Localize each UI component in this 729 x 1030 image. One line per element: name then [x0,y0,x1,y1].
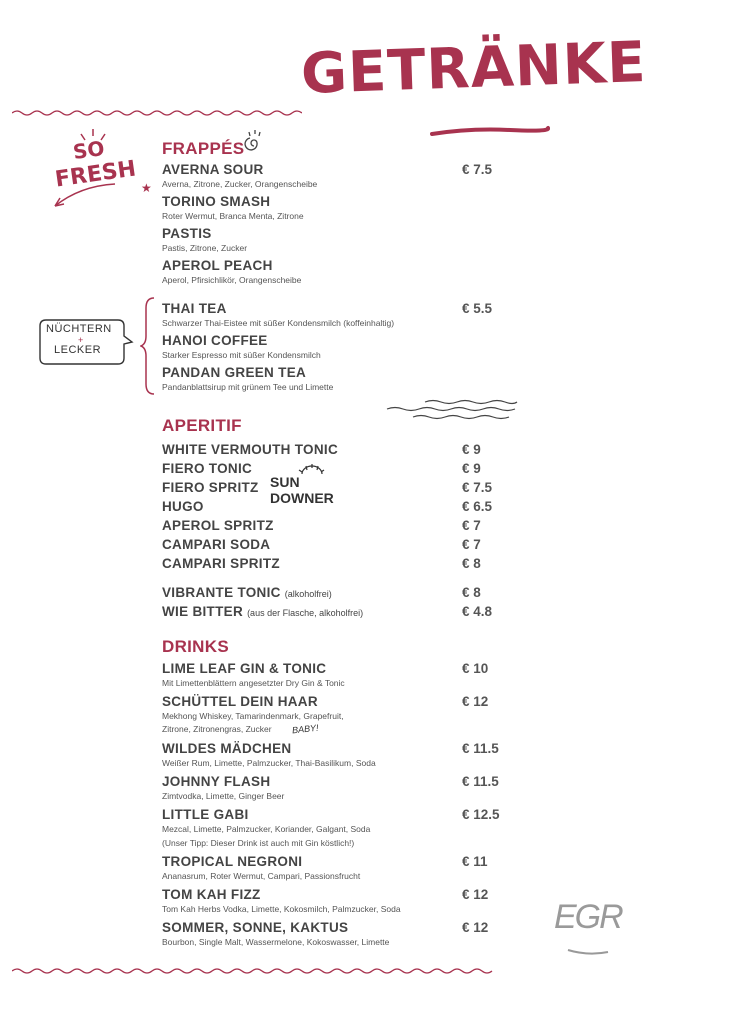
sundowner-line2: DOWNER [270,490,334,506]
menu-item-desc: Bourbon, Single Malt, Wassermelone, Kokoswasser, Limette [162,937,390,947]
menu-item-price: € 12.5 [462,807,500,822]
section-aperitif-heading: APERITIF [162,416,242,435]
menu-item-desc: Zimtvodka, Limette, Ginger Beer [162,791,285,801]
egr-signature-text: EGR [554,898,622,936]
menu-item-price: € 10 [462,661,489,676]
menu-item-price: € 8 [462,556,481,571]
frappes-price-group-b: € 5.5 [462,301,493,316]
menu-item-name: WHITE VERMOUTH TONIC [162,442,338,457]
menu-item-name: PASTIS [162,226,212,241]
menu-item-name: TORINO SMASH [162,194,271,209]
bottom-wave-divider [12,966,497,976]
menu-item-price: € 12 [462,920,489,935]
bracket-decoration [140,296,160,396]
menu-item-name: APEROL PEACH [162,258,273,273]
menu-item-desc-line2: (Unser Tipp: Dieser Drink ist auch mit Gin köstlich!) [162,838,355,848]
menu-item-desc: Pandanblattsirup mit grünem Tee und Limette [162,382,334,392]
menu-item-note: (aus der Flasche, alkoholfrei) [247,608,364,618]
menu-item-price: € 12 [462,694,489,709]
menu-item-desc: Mit Limettenblättern angesetzter Dry Gin & Tonic [162,678,345,688]
menu-item-name: WILDES MÄDCHEN [162,741,292,756]
so-fresh-line2: FRESH [53,156,138,193]
bubble-plus: + [78,335,84,345]
menu-item-name-text: WIE BITTER [162,604,243,619]
menu-item-desc: Schwarzer Thai-Eistee mit süßer Kondensmilch (koffeinhaltig) [162,318,395,328]
menu-item-name: LIME LEAF GIN & TONIC [162,661,327,676]
so-fresh-line1: SO [71,135,106,165]
menu-item-name: PANDAN GREEN TEA [162,365,307,380]
menu-item-price: € 7 [462,537,481,552]
baby-doodle: BABY! [291,722,319,736]
menu-item-price: € 11.5 [462,774,499,789]
menu-item-name [162,604,363,619]
menu-item-name [162,585,332,600]
menu-item-price: € 9 [462,461,481,476]
menu-item-note: (alkoholfrei) [284,589,332,599]
menu-item-name: CAMPARI SODA [162,537,271,552]
menu-item-price: € 11.5 [462,741,499,756]
menu-item-name: SCHÜTTEL DEIN HAAR [162,694,318,709]
menu-item-name: HUGO [162,499,204,514]
menu-item-name: SOMMER, SONNE, KAKTUS [162,920,349,935]
menu-item-name: FIERO TONIC [162,461,253,476]
menu-item-desc: Mekhong Whiskey, Tamarindenmark, Grapefruit, [162,711,344,721]
sundowner-doodle [266,464,338,516]
menu-item-desc: Averna, Zitrone, Zucker, Orangenscheibe [162,179,318,189]
svg-text:★: ★ [141,181,152,195]
so-fresh-doodle [45,128,155,214]
menu-item-desc-line2: Zitrone, Zitronengras, Zucker [162,724,272,734]
menu-item-name: THAI TEA [162,301,227,316]
menu-item-name: LITTLE GABI [162,807,249,822]
bubble-line2: LECKER [54,344,102,356]
page-title [300,29,660,157]
sundowner-line1: SUN [270,474,300,490]
menu-item-desc: Ananasrum, Roter Wermut, Campari, Passionsfrucht [162,871,361,881]
nuechtern-speech-bubble [38,316,134,368]
menu-item-desc: Pastis, Zitrone, Zucker [162,243,248,253]
menu-item-name: JOHNNY FLASH [162,774,271,789]
title-underline [430,122,550,142]
frappes-price-group-a: € 7.5 [462,162,493,177]
top-wave-divider [12,108,302,118]
menu-item-price: € 6.5 [462,499,493,514]
menu-item-name-text: VIBRANTE TONIC [162,585,281,600]
bubble-line1: NÜCHTERN [46,323,112,335]
wavy-lines-decoration [385,398,520,422]
menu-item-price: € 7 [462,518,481,533]
menu-item-name: TOM KAH FIZZ [162,887,261,902]
menu-item-desc: Tom Kah Herbs Vodka, Limette, Kokosmilch, Palmzucker, Soda [162,904,401,914]
menu-item-desc: Mezcal, Limette, Palmzucker, Koriander, Galgant, Soda [162,824,371,834]
menu-item-price: € 11 [462,854,488,869]
menu-item-name: APEROL SPRITZ [162,518,274,533]
menu-item-price: € 7.5 [462,480,493,495]
menu-item-name: HANOI COFFEE [162,333,268,348]
menu-item-price: € 4.8 [462,604,493,619]
menu-item-price: € 12 [462,887,489,902]
menu-item-desc: Roter Wermut, Branca Menta, Zitrone [162,211,304,221]
menu-item-price: € 8 [462,585,481,600]
menu-item-desc: Weißer Rum, Limette, Palmzucker, Thai-Basilikum, Soda [162,758,376,768]
menu-item-desc: Starker Espresso mit süßer Kondensmilch [162,350,321,360]
menu-item-price: € 9 [462,442,481,457]
section-frappes-heading: FRAPPÉS [162,139,245,158]
menu-item-desc: Aperol, Pfirsichlikör, Orangenscheibe [162,275,302,285]
menu-item-name: TROPICAL NEGRONI [162,854,303,869]
menu-item-name: CAMPARI SPRITZ [162,556,280,571]
menu-item-name: AVERNA SOUR [162,162,264,177]
menu-item-name: FIERO SPRITZ [162,480,259,495]
egr-signature-logo [548,890,658,960]
page-title-text: GETRÄNKE [300,29,648,107]
section-drinks-heading: DRINKS [162,637,229,656]
